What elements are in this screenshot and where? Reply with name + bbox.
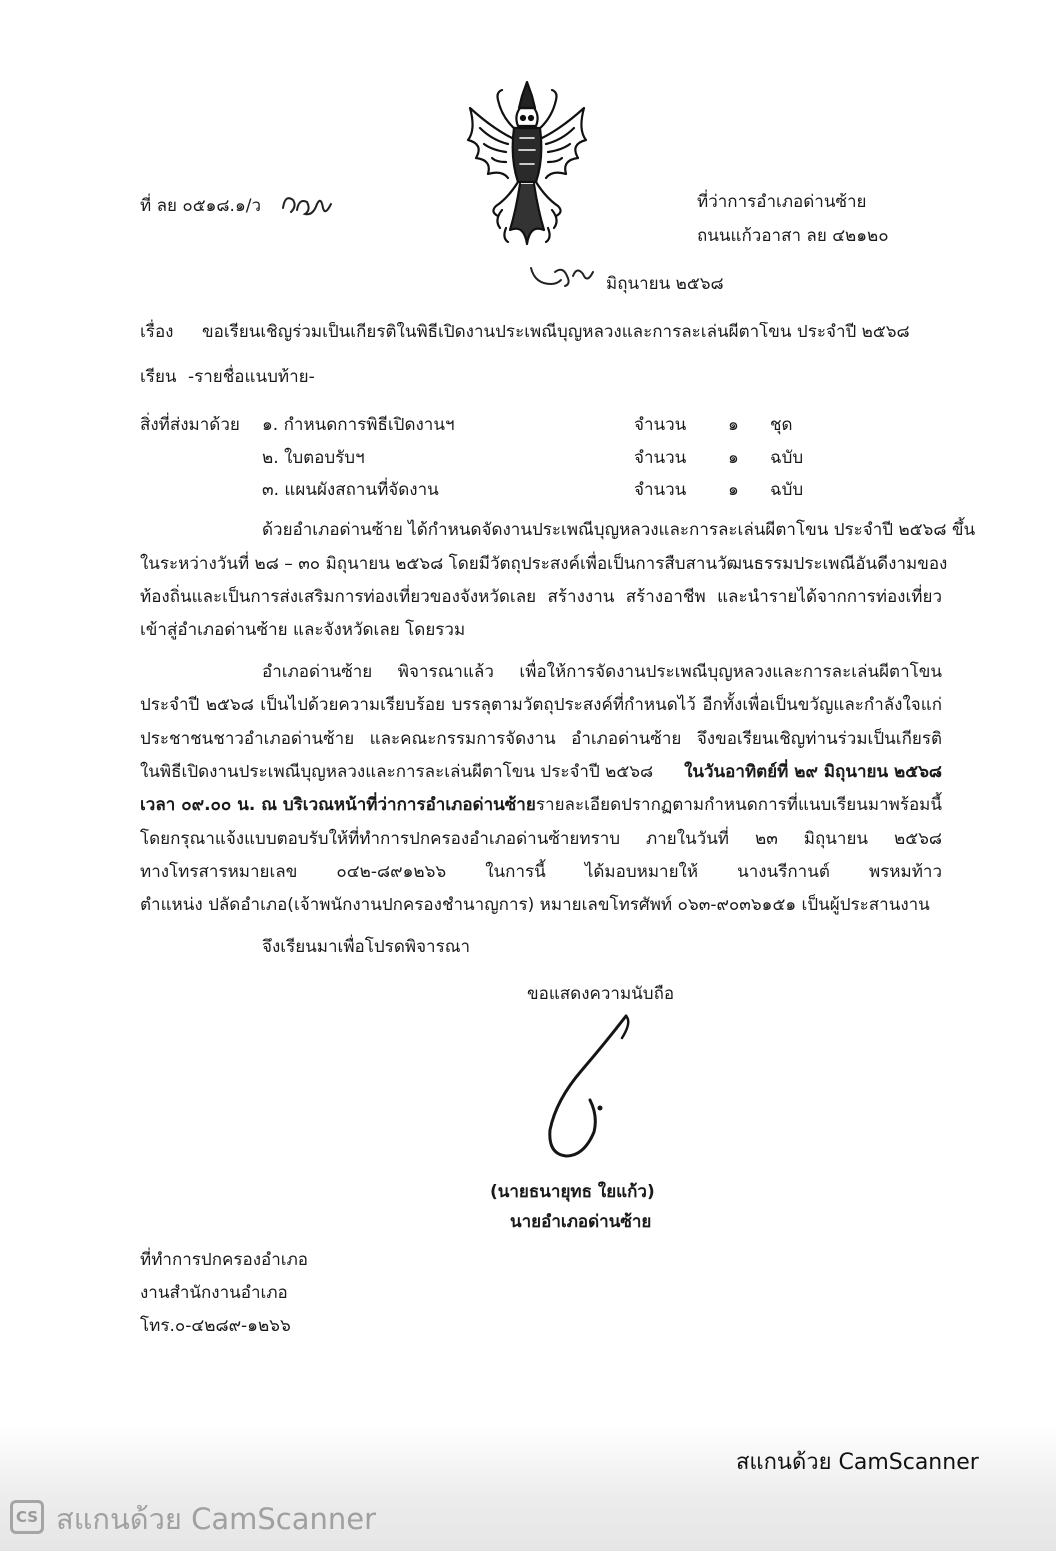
para2-line: ตำแหน่ง ปลัดอำเภอ(เจ้าพนักงานปกครองชำนาญการ) หมายเลขโทรศัพท์ ๐๖๓-๙๐๓๖๑๕๑ เป็นผู้ประสานงาน [140, 895, 930, 915]
para1-line: เข้าสู่อำเภอด่านซ้าย และจังหวัดเลย โดยรวม [140, 620, 466, 640]
enclosure-qty-label: จำนวน [634, 448, 687, 468]
para2-line: ประจำปี ๒๕๖๘ เป็นไปด้วยความเรียบร้อย บรรลุตามวัตถุประสงค์ที่กำหนดไว้ อีกทั้งเพื่อเป็นขวัญและกำลังใจแก่ [140, 695, 942, 715]
subject-text: ขอเรียนเชิญร่วมเป็นเกียรติในพิธีเปิดงานประเพณีบุญหลวงและการละเล่นผีตาโขน ประจำปี ๒๕๖๘ [202, 322, 910, 342]
closing-request: จึงเรียนมาเพื่อโปรดพิจารณา [262, 937, 471, 957]
enclosure-item-name: ๒. ใบตอบรับฯ [262, 448, 365, 468]
document-number: ที่ ลย ๐๕๑๘.๑/ว [140, 196, 262, 216]
para1-line: ด้วยอำเภอด่านซ้าย ได้กำหนดจัดงานประเพณีบุญหลวงและการละเล่นผีตาโขน ประจำปี ๒๕๖๘ ขึ้น [262, 520, 976, 540]
contact-office: ที่ทำการปกครองอำเภอ [140, 1250, 309, 1270]
enclosure-qty: ๑ [728, 415, 739, 435]
contact-phone: โทร.๐-๔๒๘๙-๑๒๖๖ [140, 1316, 291, 1336]
document-date: มิถุนายน ๒๕๖๘ [606, 274, 724, 294]
para2-line: ประชาชนชาวอำเภอด่านซ้าย และคณะกรรมการจัดงาน อำเภอด่านซ้าย จึงขอเรียนเชิญท่านร่วมเป็นเกียรติ [140, 729, 942, 749]
signer-title: นายอำเภอด่านซ้าย [510, 1212, 652, 1232]
enclosure-item-name: ๓. แผนผังสถานที่จัดงาน [262, 480, 439, 500]
office-address: ถนนแก้วอาสา ลย ๔๒๑๒๐ [697, 226, 889, 246]
para2-line: ทางโทรสารหมายเลข ๐๔๒-๘๙๑๒๖๖ ในการนี้ ได้มอบหมายให้ นางนรีกานต์ พรหมท้าว [140, 862, 942, 882]
enclosure-qty-label: จำนวน [634, 415, 687, 435]
para2-text: ในพิธีเปิดงานประเพณีบุญหลวงและการละเล่นผีตาโขน ประจำปี ๒๕๖๘ [140, 762, 654, 782]
handwritten-day-icon [527, 262, 597, 294]
para2-line-mixed [140, 762, 942, 782]
enclosure-qty: ๑ [728, 480, 739, 500]
handwritten-number-icon [279, 186, 335, 220]
para1-line: ท้องถิ่นและเป็นการส่งเสริมการท่องเที่ยวของจังหวัดเลย สร้างงาน สร้างอาชีพ และนำรายได้จากการท่องเที่ยว [140, 587, 942, 607]
to-text: -รายชื่อแนบท้าย- [188, 367, 315, 387]
camscanner-logo-icon: CS [10, 1500, 44, 1534]
enclosure-qty-label: จำนวน [634, 480, 687, 500]
para2-line: อำเภอด่านซ้าย พิจารณาแล้ว เพื่อให้การจัดงานประเพณีบุญหลวงและการละเล่นผีตาโขน [262, 662, 942, 682]
enclosure-qty: ๑ [728, 448, 739, 468]
handwritten-signature-icon [536, 1012, 646, 1164]
para2-line: โดยกรุณาแจ้งแบบตอบรับให้ที่ทำการปกครองอำเภอด่านซ้ายทราบ ภายในวันที่ ๒๓ มิถุนายน ๒๕๖๘ [140, 829, 942, 849]
para2-line-mixed [140, 795, 942, 815]
contact-section: งานสำนักงานอำเภอ [140, 1283, 288, 1303]
scanner-stamp-text: สแกนด้วย CamScanner [736, 1450, 979, 1475]
event-date-highlight: ในวันอาทิตย์ที่ ๒๙ มิถุนายน ๒๕๖๘ [684, 762, 942, 782]
scanner-watermark-text: สแกนด้วย CamScanner [56, 1502, 377, 1536]
subject-label: เรื่อง [140, 322, 174, 342]
closing-regards: ขอแสดงความนับถือ [527, 984, 675, 1004]
enclosure-unit: ชุด [770, 415, 793, 435]
garuda-emblem-icon [462, 78, 592, 250]
para2-text: รายละเอียดปรากฏตามกำหนดการที่แนบเรียนมาพร้อมนี้ [535, 795, 942, 815]
enclosure-item-name: ๑. กำหนดการพิธีเปิดงานฯ [262, 415, 455, 435]
enclosure-unit: ฉบับ [770, 480, 804, 500]
enclosure-unit: ฉบับ [770, 448, 804, 468]
to-label: เรียน [140, 367, 177, 387]
enclosures-label: สิ่งที่ส่งมาด้วย [140, 415, 240, 435]
signer-name: (นายธนายุทธ ใยแก้ว) [490, 1182, 655, 1202]
para1-line: ในระหว่างวันที่ ๒๘ – ๓๐ มิถุนายน ๒๕๖๘ โดยมีวัตถุประสงค์เพื่อเป็นการสืบสานวัฒนธรรมประเพณีอันดีงามของ [140, 554, 948, 574]
office-name: ที่ว่าการอำเภอด่านซ้าย [697, 192, 867, 212]
event-time-place-highlight: เวลา ๐๙.๐๐ น. ณ บริเวณหน้าที่ว่าการอำเภอด่านซ้าย [140, 795, 536, 815]
